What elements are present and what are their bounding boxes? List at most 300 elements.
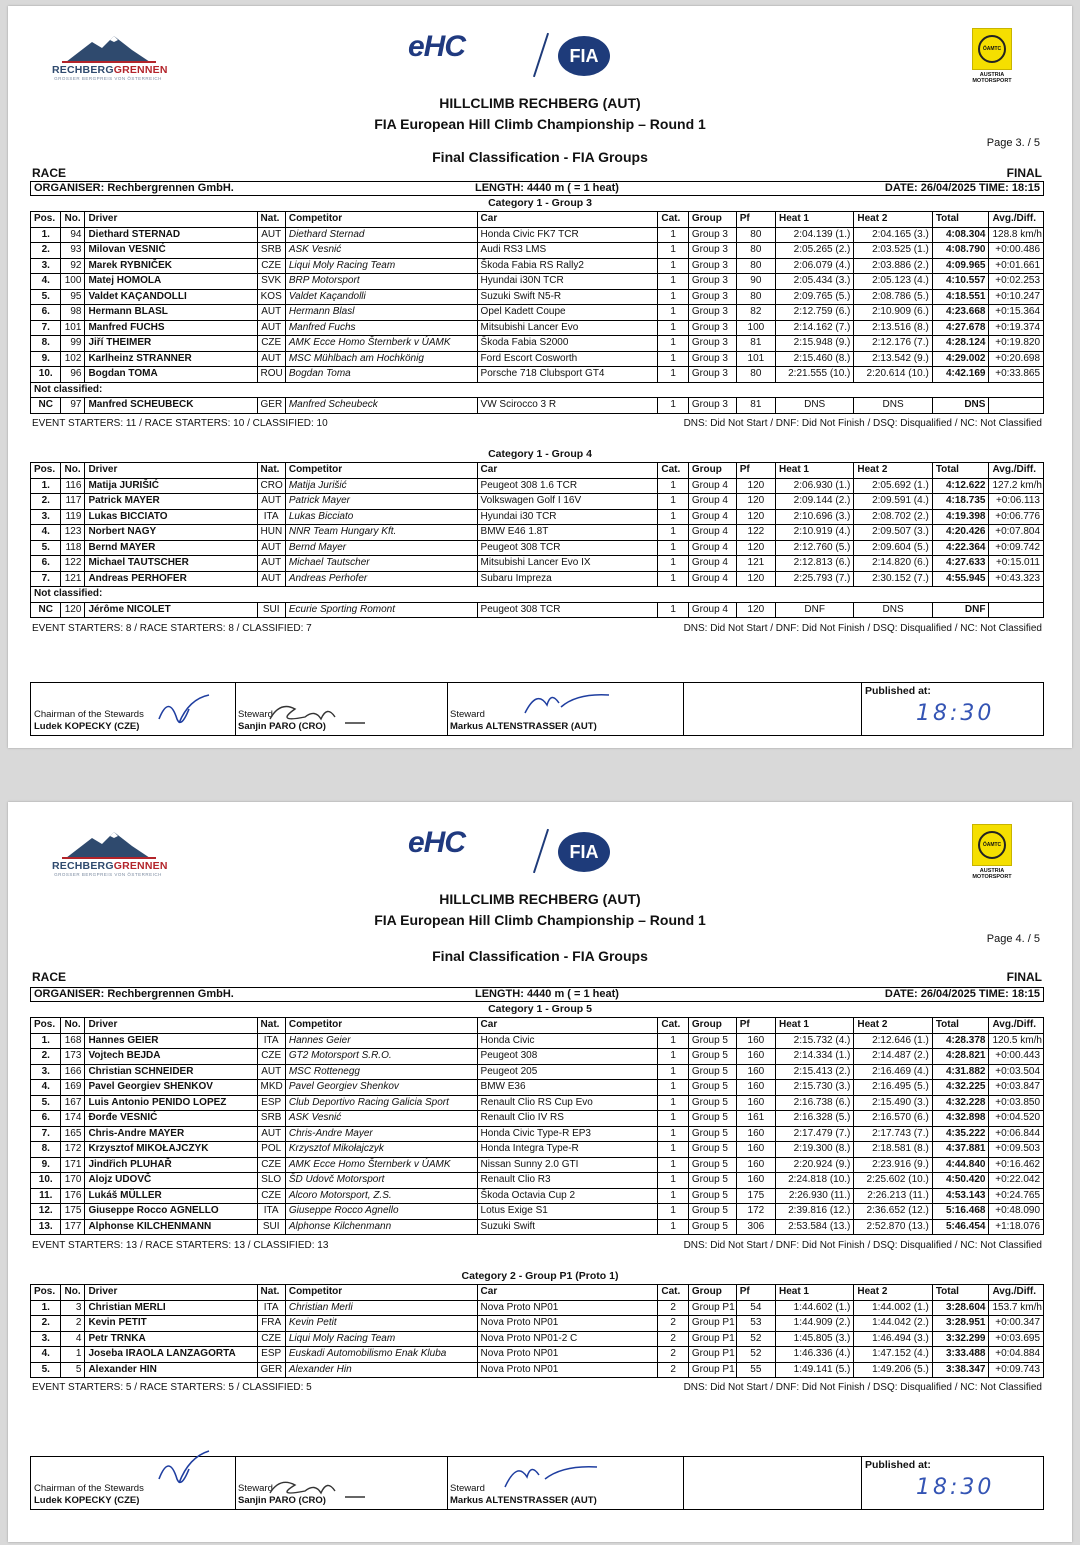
organiser: ORGANISER: Rechbergrennen GmbH. [34,182,234,194]
column-header-heat1: Heat 1 [775,1285,853,1301]
table-row [31,243,1044,259]
cell-total: 4:18.551 [932,289,989,305]
cell-driver: Alojz UDOVČ [85,1173,257,1189]
cell-category: 1 [658,351,688,367]
cell-total: 4:44.840 [932,1157,989,1173]
cell-heat1: 2:26.930 (11.) [775,1188,853,1204]
cell-avg-diff: +0:09.742 [989,540,1044,556]
final-label: FINAL [1006,166,1042,180]
cell-avg-diff: +0:33.865 [989,367,1044,383]
cell-driver: Đorđe VESNIĆ [85,1111,257,1127]
cell-competitor: Hermann Blasl [285,305,477,321]
mountain-icon [52,830,164,860]
cell-position: 3. [31,1331,61,1347]
cell-nationality: SRB [257,243,285,259]
cell-heat2: 2:14.820 (6.) [854,556,932,572]
cell-driver: Joseba IRAOLA LANZAGORTA [85,1347,257,1363]
steward2-signature [517,685,617,719]
cell-avg-diff: +0:15.011 [989,556,1044,572]
logo-name-a: RECHBERG [52,860,114,872]
cell-avg-diff: +0:03.504 [989,1064,1044,1080]
cell-pf: 81 [736,336,775,352]
cell-competitor: Giuseppe Rocco Agnello [285,1204,477,1220]
column-header-heat1: Heat 1 [775,1018,853,1034]
table-row [31,1157,1044,1173]
published-time: 18:30 [916,701,995,726]
cell-competitor: Liqui Moly Racing Team [285,258,477,274]
starters-count: EVENT STARTERS: 13 / RACE STARTERS: 13 / CLASSIFIED: 13 [32,1240,329,1251]
cell-competitor: MSC Rottenegg [285,1064,477,1080]
cell-car: Hyundai i30N TCR [477,274,658,290]
cell-total: 4:09.965 [932,258,989,274]
cell-driver: Michael TAUTSCHER [85,556,257,572]
cell-pf: 53 [736,1316,775,1332]
cell-heat2: 2:09.591 (4.) [854,494,932,510]
column-header-nationality: Nat. [257,1285,285,1301]
cell-group: Group 5 [688,1064,736,1080]
column-header-avg-diff: Avg./Diff. [989,1018,1044,1034]
cell-group: Group 4 [688,602,736,618]
cell-pf: 160 [736,1080,775,1096]
table-row [31,351,1044,367]
cell-car: BMW E46 1.8T [477,525,658,541]
cell-category: 1 [658,398,688,414]
cell-heat2: DNS [854,398,932,414]
cell-number: 122 [61,556,85,572]
column-header-avg-diff: Avg./Diff. [989,463,1044,479]
published-label: Published at: [865,685,931,697]
column-header-competitor: Competitor [285,212,477,228]
column-header-pf: Pf [736,1285,775,1301]
oamtc-badge: ÖAMTC [978,831,1006,859]
cell-nationality: CZE [257,1188,285,1204]
cell-heat1: 2:12.760 (5.) [775,540,853,556]
cell-number: 165 [61,1126,85,1142]
cell-heat1: 2:06.930 (1.) [775,478,853,494]
table-row [31,289,1044,305]
cell-category: 2 [658,1362,688,1378]
championship-title: FIA European Hill Climb Championship – Round 1 [374,912,706,928]
cell-position: 4. [31,1347,61,1363]
cell-pf: 172 [736,1204,775,1220]
chairman-cell [31,683,236,735]
cell-group: Group 5 [688,1188,736,1204]
column-header-position: Pos. [31,1285,61,1301]
cell-category: 1 [658,1173,688,1189]
cell-heat1: 2:15.948 (9.) [775,336,853,352]
cell-pf: 80 [736,289,775,305]
cell-competitor: Alcoro Motorsport, Z.S. [285,1188,477,1204]
published-cell [861,1457,1043,1509]
cell-car: Mitsubishi Lancer Evo IX [477,556,658,572]
table-row [31,1347,1044,1363]
ehc-fia-logo [408,824,613,880]
cell-group: Group 4 [688,556,736,572]
table-row [31,227,1044,243]
column-header-car: Car [477,1018,658,1034]
cell-group: Group 5 [688,1049,736,1065]
chairman-signature [149,689,219,733]
cell-driver: Diethard STERNAD [85,227,257,243]
cell-heat1: 2:21.555 (10.) [775,367,853,383]
column-header-position: Pos. [31,463,61,479]
starters-count: EVENT STARTERS: 11 / RACE STARTERS: 10 / CLASSIFIED: 10 [32,418,328,429]
page-number: Page 3. / 5 [986,137,1040,149]
table-row [31,1111,1044,1127]
starters-line [32,1240,1042,1251]
cell-car: Honda Civic FK7 TCR [477,227,658,243]
cell-category: 1 [658,540,688,556]
cell-heat1: 2:17.479 (7.) [775,1126,853,1142]
cell-car: Nissan Sunny 2.0 GTI [477,1157,658,1173]
cell-category: 1 [658,1049,688,1065]
table-row [31,1300,1044,1316]
column-header-number: No. [61,1285,85,1301]
cell-heat1: DNF [775,602,853,618]
logo-divider [533,33,549,77]
table-header-row [31,1285,1044,1301]
cell-number: 171 [61,1157,85,1173]
date-time: DATE: 26/04/2025 TIME: 18:15 [884,988,1040,1000]
cell-category: 1 [658,274,688,290]
cell-position: 4. [31,525,61,541]
results-table [30,462,1044,618]
cell-driver: Krzysztof MIKOŁAJCZYK [85,1142,257,1158]
cell-avg-diff: +0:16.462 [989,1157,1044,1173]
steward1-name: Sanjin PARO (CRO) [238,1495,326,1506]
cell-group: Group 5 [688,1204,736,1220]
final-label: FINAL [1006,970,1042,984]
cell-number: 95 [61,289,85,305]
table-row [31,1126,1044,1142]
cell-pf: 175 [736,1188,775,1204]
table-row [31,320,1044,336]
cell-position: 1. [31,1033,61,1049]
cell-nationality: GER [257,1362,285,1378]
cell-heat1: 1:45.805 (3.) [775,1331,853,1347]
cell-group: Group 3 [688,289,736,305]
cell-nationality: CZE [257,258,285,274]
column-header-driver: Driver [85,1285,257,1301]
cell-heat1: 1:49.141 (5.) [775,1362,853,1378]
organiser-bar [30,987,1044,1002]
cell-position: 10. [31,367,61,383]
cell-heat2: 2:05.692 (1.) [854,478,932,494]
cell-heat2: 2:09.604 (5.) [854,540,932,556]
austria-motorsport-logo [968,824,1016,888]
table-row [31,258,1044,274]
cell-avg-diff: 128.8 km/h [989,227,1044,243]
column-header-nationality: Nat. [257,1018,285,1034]
column-header-number: No. [61,463,85,479]
empty-cell [683,1457,862,1509]
cell-car: Škoda Octavia Cup 2 [477,1188,658,1204]
cell-car: Honda Civic Type-R EP3 [477,1126,658,1142]
cell-avg-diff: +0:04.520 [989,1111,1044,1127]
cell-total: 4:50.420 [932,1173,989,1189]
cell-nationality: GER [257,398,285,414]
cell-heat1: 2:05.265 (2.) [775,243,853,259]
cell-nationality: SUI [257,602,285,618]
cell-total: 4:28.821 [932,1049,989,1065]
cell-heat1: 2:16.328 (5.) [775,1111,853,1127]
cell-number: 5 [61,1362,85,1378]
cell-avg-diff: 120.5 km/h [989,1033,1044,1049]
cell-car: Peugeot 308 TCR [477,540,658,556]
cell-number: 172 [61,1142,85,1158]
cell-number: 102 [61,351,85,367]
table-row [31,336,1044,352]
cell-competitor: Hannes Geier [285,1033,477,1049]
cell-heat1: 2:15.460 (8.) [775,351,853,367]
cell-heat1: 2:09.144 (2.) [775,494,853,510]
cell-pf: 80 [736,243,775,259]
cell-car: Nova Proto NP01 [477,1316,658,1332]
legend: DNS: Did Not Start / DNF: Did Not Finish / DSQ: Disqualified / NC: Not Classified [683,1382,1042,1393]
cell-position: 8. [31,1142,61,1158]
cell-nationality: SRB [257,1111,285,1127]
cell-total: 4:31.882 [932,1064,989,1080]
published-cell [861,683,1043,735]
cell-number: 4 [61,1331,85,1347]
cell-heat1: 2:10.696 (3.) [775,509,853,525]
cell-category: 1 [658,289,688,305]
table-row [31,540,1044,556]
column-header-heat2: Heat 2 [854,463,932,479]
results-table [30,1017,1044,1235]
cell-pf: 54 [736,1300,775,1316]
cell-group: Group 5 [688,1219,736,1235]
cell-number: 166 [61,1064,85,1080]
cell-number: 121 [61,571,85,587]
cell-position: 5. [31,1095,61,1111]
cell-avg-diff: 153.7 km/h [989,1300,1044,1316]
cell-car: Opel Kadett Coupe [477,305,658,321]
cell-number: 173 [61,1049,85,1065]
cell-total: 4:28.378 [932,1033,989,1049]
cell-number: 93 [61,243,85,259]
cell-heat2: 2:12.646 (1.) [854,1033,932,1049]
table-row [31,556,1044,572]
cell-car: Peugeot 308 1.6 TCR [477,478,658,494]
cell-competitor: Christian Merli [285,1300,477,1316]
rechbergrennen-logo [52,34,168,94]
cell-total: 4:42.169 [932,367,989,383]
cell-driver: Andreas PERHOFER [85,571,257,587]
cell-position: 1. [31,478,61,494]
cell-heat1: 2:05.434 (3.) [775,274,853,290]
cell-pf: 120 [736,602,775,618]
cell-pf: 160 [736,1049,775,1065]
column-header-competitor: Competitor [285,1285,477,1301]
table-row [31,1331,1044,1347]
logo-divider [533,829,549,873]
cell-number: 100 [61,274,85,290]
column-header-competitor: Competitor [285,1018,477,1034]
cell-total: 4:32.898 [932,1111,989,1127]
cell-number: 177 [61,1219,85,1235]
column-header-driver: Driver [85,463,257,479]
cell-total: 4:53.143 [932,1188,989,1204]
cell-number: 118 [61,540,85,556]
cell-position: 2. [31,243,61,259]
cell-pf: 82 [736,305,775,321]
cell-car: Subaru Impreza [477,571,658,587]
cell-total: 4:27.633 [932,556,989,572]
cell-category: 1 [658,1111,688,1127]
cell-car: Honda Civic [477,1033,658,1049]
cell-number: 175 [61,1204,85,1220]
cell-avg-diff: +0:06.776 [989,509,1044,525]
column-header-heat2: Heat 2 [854,1285,932,1301]
table-row [31,1219,1044,1235]
cell-number: 92 [61,258,85,274]
cell-nationality: ITA [257,509,285,525]
cell-group: Group 4 [688,571,736,587]
column-header-total: Total [932,1018,989,1034]
column-header-category: Cat. [658,1285,688,1301]
logo-name-a: RECHBERG [52,64,114,76]
cell-avg-diff: +0:06.113 [989,494,1044,510]
cell-heat1: 2:20.924 (9.) [775,1157,853,1173]
cell-heat2: 2:13.542 (9.) [854,351,932,367]
cell-car: Peugeot 205 [477,1064,658,1080]
cell-heat2: 2:16.570 (6.) [854,1111,932,1127]
cell-category: 1 [658,1204,688,1220]
cell-category: 1 [658,602,688,618]
cell-driver: Petr TRNKA [85,1331,257,1347]
cell-group: Group 4 [688,540,736,556]
cell-pf: 122 [736,525,775,541]
cell-category: 1 [658,320,688,336]
table-row [31,494,1044,510]
results-table [30,211,1044,414]
cell-avg-diff: +0:19.820 [989,336,1044,352]
category-title: Category 1 - Group 5 [488,1003,592,1015]
cell-category: 2 [658,1300,688,1316]
cell-heat1: 2:15.732 (4.) [775,1033,853,1049]
cell-driver: Alexander HIN [85,1362,257,1378]
cell-driver: Matej HOMOLA [85,274,257,290]
cell-avg-diff: +0:09.503 [989,1142,1044,1158]
fia-logo: FIA [558,832,610,872]
cell-car: Renault Clio RS Cup Evo [477,1095,658,1111]
cell-category: 1 [658,571,688,587]
cell-heat2: 1:47.152 (4.) [854,1347,932,1363]
cell-group: Group P1 [688,1316,736,1332]
cell-heat2: 2:08.702 (2.) [854,509,932,525]
cell-avg-diff: +0:15.364 [989,305,1044,321]
cell-car: Hyundai i30 TCR [477,509,658,525]
legend: DNS: Did Not Start / DNF: Did Not Finish / DSQ: Disqualified / NC: Not Classified [683,1240,1042,1251]
table-row [31,305,1044,321]
cell-heat1: 2:04.139 (1.) [775,227,853,243]
cell-nationality: ESP [257,1095,285,1111]
cell-number: 174 [61,1111,85,1127]
cell-heat2: 2:10.909 (6.) [854,305,932,321]
cell-group: Group 3 [688,227,736,243]
austria-motorsport-logo [968,28,1016,92]
cell-category: 1 [658,1126,688,1142]
cell-nationality: ITA [257,1033,285,1049]
cell-avg-diff: +1:18.076 [989,1219,1044,1235]
cell-car: Nova Proto NP01 [477,1362,658,1378]
cell-number: 3 [61,1300,85,1316]
cell-competitor: GT2 Motorsport S.R.O. [285,1049,477,1065]
cell-nationality: AUT [257,351,285,367]
not-classified-header [31,382,1044,398]
cell-number: 116 [61,478,85,494]
cell-pf: 306 [736,1219,775,1235]
cell-number: 169 [61,1080,85,1096]
not-classified-row [31,602,1044,618]
cell-group: Group 3 [688,398,736,414]
cell-driver: Lukáš MÜLLER [85,1188,257,1204]
cell-pf: 55 [736,1362,775,1378]
column-header-pf: Pf [736,212,775,228]
cell-category: 1 [658,1064,688,1080]
cell-position: 3. [31,258,61,274]
steward2-cell [447,683,684,735]
cell-group: Group 5 [688,1173,736,1189]
cell-group: Group 5 [688,1157,736,1173]
cell-avg-diff: +0:04.884 [989,1347,1044,1363]
steward1-signature [265,695,375,731]
cell-heat2: 2:03.525 (1.) [854,243,932,259]
cell-heat1: 2:14.162 (7.) [775,320,853,336]
cell-competitor: ŠD Udovč Motorsport [285,1173,477,1189]
cell-total: 4:23.668 [932,305,989,321]
table-header-row [31,212,1044,228]
cell-number: 123 [61,525,85,541]
cell-heat2: 2:17.743 (7.) [854,1126,932,1142]
cell-competitor: Alphonse Kilchenmann [285,1219,477,1235]
cell-pf: 52 [736,1331,775,1347]
cell-pf: 160 [736,1142,775,1158]
column-header-heat2: Heat 2 [854,212,932,228]
cell-pf: 90 [736,274,775,290]
signature-block [30,1456,1044,1510]
cell-heat2: 2:03.886 (2.) [854,258,932,274]
column-header-group: Group [688,1018,736,1034]
cell-group: Group P1 [688,1362,736,1378]
cell-nationality: AUT [257,1126,285,1142]
not-classified-label: Not classified: [31,382,1044,398]
cell-category: 2 [658,1331,688,1347]
steward2-cell [447,1457,684,1509]
cell-heat2: 2:04.165 (3.) [854,227,932,243]
cell-heat2: 2:30.152 (7.) [854,571,932,587]
cell-heat1: 2:15.413 (2.) [775,1064,853,1080]
logo-name-b: GRENNEN [113,64,168,76]
cell-pf: 160 [736,1157,775,1173]
cell-driver: Patrick MAYER [85,494,257,510]
cell-nationality: CZE [257,336,285,352]
cell-heat1: 2:53.584 (13.) [775,1219,853,1235]
cell-car: Ford Escort Cosworth [477,351,658,367]
cell-category: 1 [658,1157,688,1173]
cell-pf: 120 [736,494,775,510]
cell-competitor: Kevin Petit [285,1316,477,1332]
cell-total: DNF [932,602,989,618]
cell-nationality: AUT [257,494,285,510]
cell-car: Peugeot 308 [477,1049,658,1065]
cell-avg-diff: +0:02.253 [989,274,1044,290]
column-header-driver: Driver [85,212,257,228]
cell-total: 4:10.557 [932,274,989,290]
cell-avg-diff: +0:00.443 [989,1049,1044,1065]
table-row [31,1033,1044,1049]
